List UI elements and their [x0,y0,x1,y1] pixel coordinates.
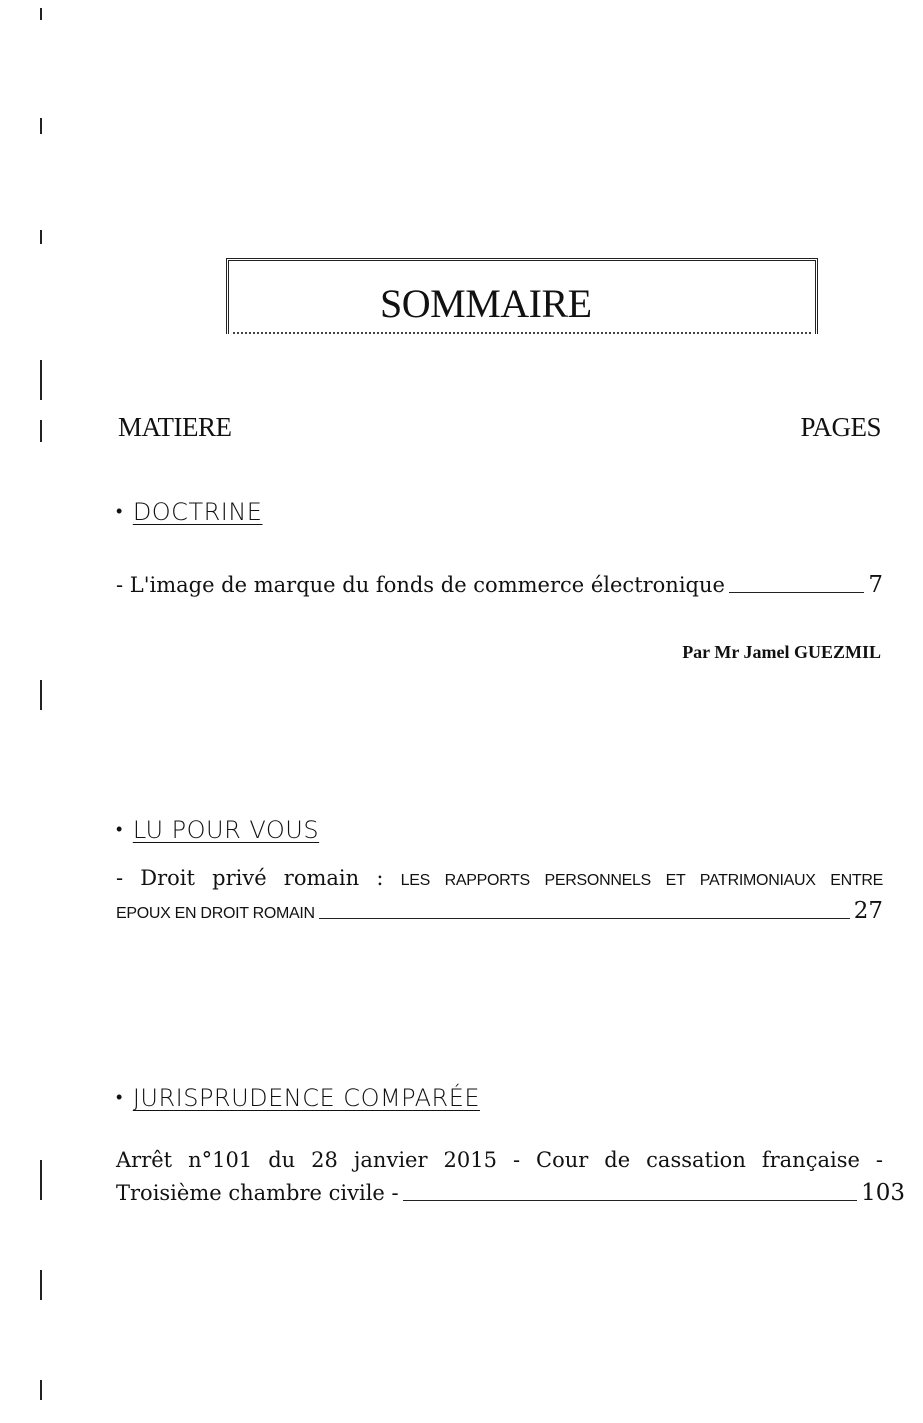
margin-dash [40,1160,42,1200]
margin-dash [40,360,42,400]
leader-line [319,918,850,919]
entry-page: 103 [861,1180,905,1206]
margin-dash [40,420,42,442]
column-header-matiere: MATIERE [118,412,232,442]
entry-page: 27 [853,898,883,924]
entry-title: Troisième chambre civile - [116,1181,399,1205]
margin-dash [40,1380,42,1400]
toc-entry-line[interactable] [116,866,883,890]
entry-title: - L'image de marque du fonds de commerce électronique [116,573,725,597]
margin-dash [40,680,42,710]
toc-entry[interactable] [116,1180,905,1206]
entry-prefix: - Droit privé romain : [116,866,384,890]
entry-title-caps: LES RAPPORTS PERSONNELS ET PATRIMONIAUX ENTRE [400,872,883,889]
margin-dash [40,1270,42,1300]
section-heading-doctrine: • DOCTRINE [116,498,263,526]
margin-dash [40,118,42,134]
section-heading-jurisprudence-comparee: • JURISPRUDENCE COMPARÉE [116,1084,481,1112]
page-title: SOMMAIRE [380,281,592,326]
entry-author: Par Mr Jamel GUEZMIL [682,642,881,662]
column-header-pages: PAGES [800,412,881,442]
leader-line [729,592,864,593]
section-label: LU POUR VOUS [132,816,320,844]
toc-entry-line[interactable]: Arrêt n°101 du 28 janvier 2015 - Cour de cassation française - [116,1148,883,1172]
section-heading-lu-pour-vous: • LU POUR VOUS [116,816,320,844]
entry-title-caps: EPOUX EN DROIT ROMAIN [116,905,315,922]
toc-entry[interactable] [116,898,883,924]
margin-dash [40,230,42,244]
margin-dash [40,8,42,20]
entry-page: 7 [868,572,883,598]
section-label: JURISPRUDENCE COMPARÉE [132,1084,481,1112]
section-label: DOCTRINE [132,498,263,526]
toc-entry[interactable] [116,572,883,598]
leader-line [403,1200,857,1201]
